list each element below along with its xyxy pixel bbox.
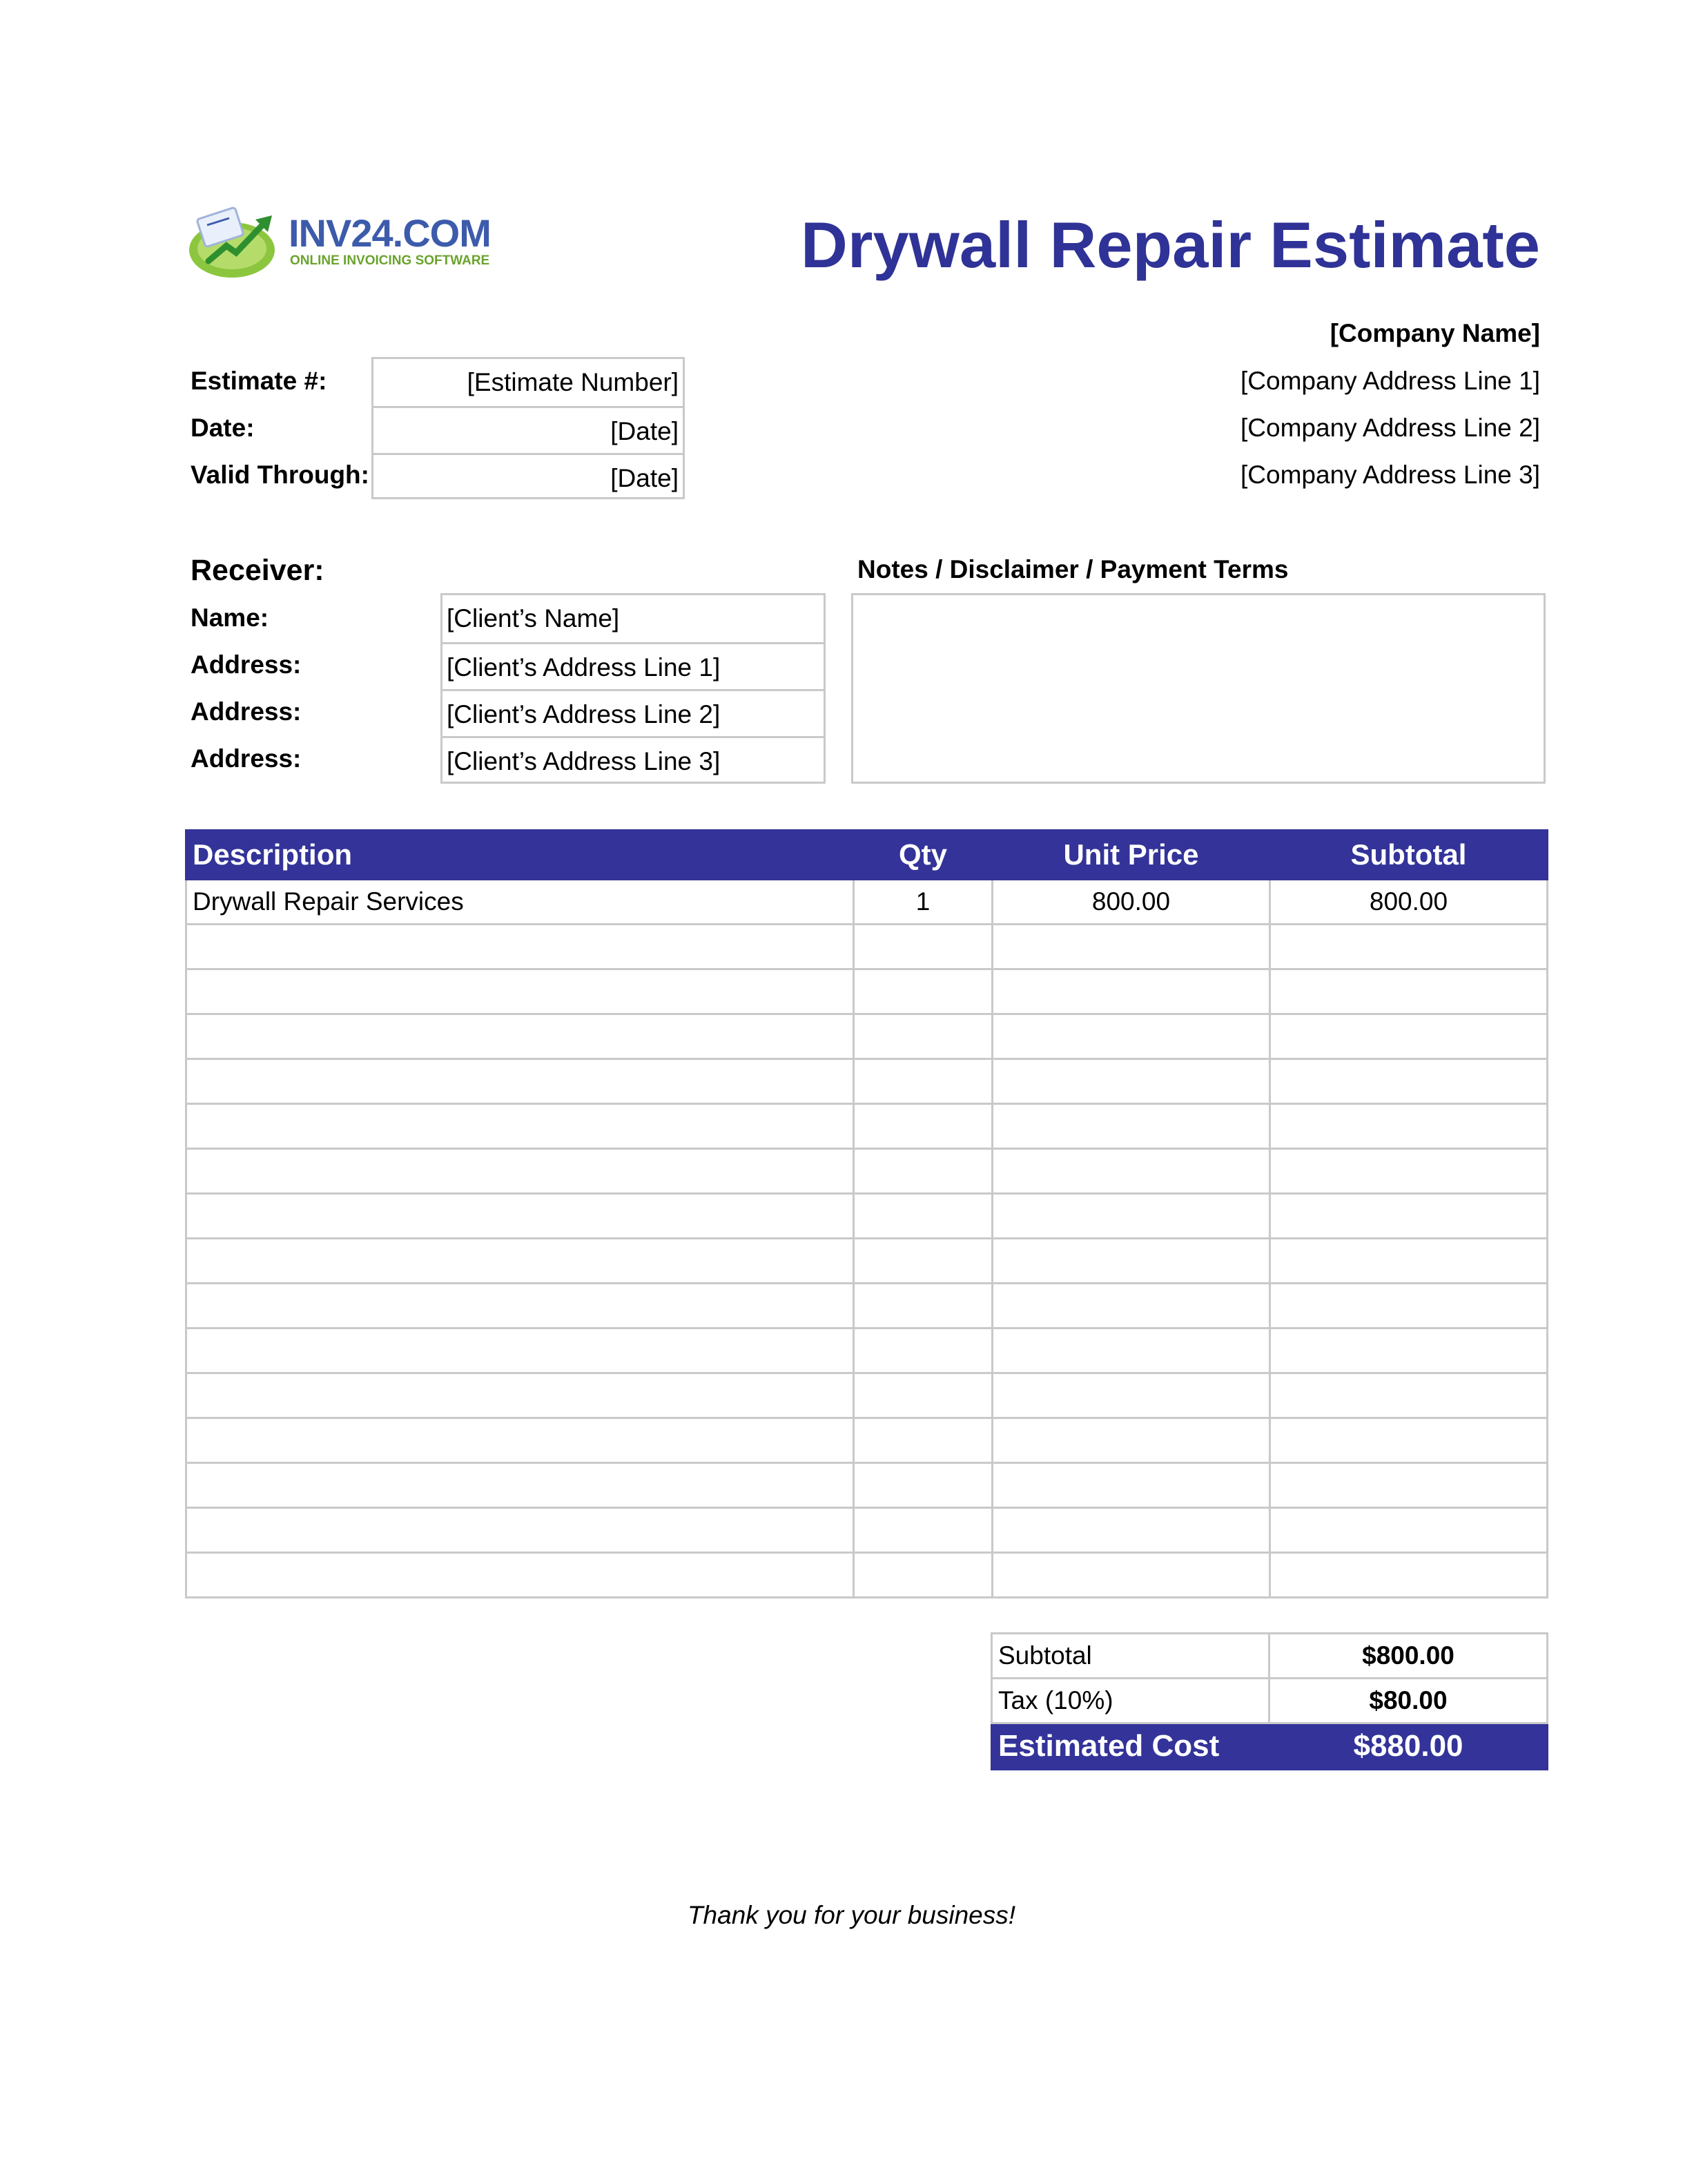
table-row [186,1284,1548,1328]
company-logo [186,200,491,283]
empty-cell[interactable] [1270,1194,1548,1239]
table-row [186,1194,1548,1239]
empty-cell[interactable] [854,1553,993,1598]
empty-cell[interactable] [993,1014,1270,1059]
client-address-label-2: Address: [191,697,302,726]
empty-cell[interactable] [186,1239,854,1284]
empty-cell[interactable] [854,1239,993,1284]
empty-cell[interactable] [854,1508,993,1553]
empty-cell[interactable] [1270,1059,1548,1104]
table-row [186,1104,1548,1149]
empty-cell[interactable] [1270,1328,1548,1373]
empty-cell[interactable] [186,925,854,969]
empty-cell[interactable] [854,925,993,969]
empty-cell[interactable] [854,1373,993,1418]
company-address-line-2: [Company Address Line 2] [1240,414,1540,442]
company-address-line-3: [Company Address Line 3] [1240,461,1540,489]
table-row [186,880,1548,925]
row-description[interactable]: Drywall Repair Services [186,880,854,925]
date-field[interactable]: [Date] [373,406,683,453]
empty-cell[interactable] [1270,1508,1548,1553]
empty-cell[interactable] [186,1194,854,1239]
table-row [186,1373,1548,1418]
receiver-heading: Receiver: [191,554,324,587]
empty-cell[interactable] [993,1104,1270,1149]
tax-label: Tax (10%) [992,1679,1269,1723]
table-row [186,1553,1548,1598]
empty-cell[interactable] [854,1194,993,1239]
empty-cell[interactable] [993,1508,1270,1553]
subtotal-label: Subtotal [992,1634,1269,1679]
tax-value: $80.00 [1269,1679,1548,1723]
totals-table [991,1632,1548,1770]
logo-icon [186,200,283,283]
row-qty[interactable]: 1 [854,880,993,925]
row-unit-price[interactable]: 800.00 [993,880,1270,925]
empty-cell[interactable] [186,1418,854,1463]
empty-cell[interactable] [186,1373,854,1418]
empty-cell[interactable] [854,1328,993,1373]
line-items-table [185,829,1548,1598]
empty-cell[interactable] [993,1194,1270,1239]
estimated-cost-value: $880.00 [1269,1723,1548,1770]
empty-cell[interactable] [993,1059,1270,1104]
table-row [186,1328,1548,1373]
estimate-number-field[interactable]: [Estimate Number] [467,368,679,396]
empty-cell[interactable] [993,1418,1270,1463]
table-row [186,1149,1548,1194]
client-info-box [440,593,826,784]
logo-tagline: ONLINE INVOICING SOFTWARE [290,253,490,268]
empty-cell[interactable] [993,1373,1270,1418]
header-subtotal: Subtotal [1270,831,1548,880]
header-unit-price: Unit Price [993,831,1270,880]
empty-cell[interactable] [993,1328,1270,1373]
empty-cell[interactable] [854,1104,993,1149]
client-name-label: Name: [191,603,269,632]
empty-cell[interactable] [1270,969,1548,1014]
empty-cell[interactable] [186,1104,854,1149]
empty-cell[interactable] [993,1553,1270,1598]
company-address-line-1: [Company Address Line 1] [1240,367,1540,395]
table-row [186,1418,1548,1463]
empty-cell[interactable] [1270,1014,1548,1059]
empty-cell[interactable] [186,1059,854,1104]
empty-cell[interactable] [993,925,1270,969]
client-address-label-3: Address: [191,744,302,773]
subtotal-value: $800.00 [1269,1634,1548,1679]
header-description: Description [186,831,854,880]
table-row [186,1059,1548,1104]
empty-cell[interactable] [186,1014,854,1059]
table-row [186,1463,1548,1508]
row-subtotal[interactable]: 800.00 [1270,880,1548,925]
client-address-label-1: Address: [191,650,302,679]
empty-cell[interactable] [854,969,993,1014]
empty-cell[interactable] [186,1508,854,1553]
empty-cell[interactable] [1270,1418,1548,1463]
table-row [186,925,1548,969]
empty-cell[interactable] [854,1463,993,1508]
empty-cell[interactable] [1270,1373,1548,1418]
subtotal-row [992,1634,1548,1679]
notes-box[interactable] [851,593,1546,784]
empty-cell[interactable] [854,1418,993,1463]
empty-cell[interactable] [993,1239,1270,1284]
empty-cell[interactable] [186,1284,854,1328]
estimate-info-box [371,357,685,499]
notes-heading: Notes / Disclaimer / Payment Terms [857,555,1289,583]
empty-cell[interactable] [993,1284,1270,1328]
empty-cell[interactable] [186,969,854,1014]
logo-brand: INV24.COM [289,211,491,255]
empty-cell[interactable] [854,1149,993,1194]
empty-cell[interactable] [1270,925,1548,969]
empty-cell[interactable] [186,1463,854,1508]
estimated-cost-label: Estimated Cost [992,1723,1269,1770]
client-address-line-2-field[interactable]: [Client’s Address Line 2] [442,689,824,736]
table-row [186,1014,1548,1059]
company-name: [Company Name] [1330,319,1540,347]
empty-cell[interactable] [1270,1239,1548,1284]
estimated-cost-row [992,1723,1548,1770]
estimate-number-label: Estimate #: [191,367,327,395]
client-address-line-1-field[interactable]: [Client’s Address Line 1] [442,642,824,689]
valid-through-field[interactable]: [Date] [373,453,683,500]
table-header-row [186,831,1548,880]
table-row [186,969,1548,1014]
thank-you-note: Thank you for your business! [687,1901,1016,1929]
empty-cell[interactable] [1270,1149,1548,1194]
table-row [186,1508,1548,1553]
empty-cell[interactable] [993,1149,1270,1194]
valid-through-label: Valid Through: [191,461,369,489]
empty-cell[interactable] [993,969,1270,1014]
header-qty: Qty [854,831,993,880]
empty-cell[interactable] [186,1149,854,1194]
table-row [186,1239,1548,1284]
empty-cell[interactable] [993,1463,1270,1508]
empty-cell[interactable] [854,1059,993,1104]
empty-cell[interactable] [186,1553,854,1598]
date-label: Date: [191,414,255,442]
empty-cell[interactable] [1270,1553,1548,1598]
empty-cell[interactable] [854,1014,993,1059]
page-title: Drywall Repair Estimate [801,209,1540,281]
tax-row [992,1679,1548,1723]
empty-cell[interactable] [1270,1104,1548,1149]
empty-cell[interactable] [186,1328,854,1373]
empty-cell[interactable] [854,1284,993,1328]
empty-cell[interactable] [1270,1463,1548,1508]
empty-cell[interactable] [1270,1284,1548,1328]
client-address-line-3-field[interactable]: [Client’s Address Line 3] [442,736,824,783]
client-name-field[interactable]: [Client’s Name] [447,604,620,632]
